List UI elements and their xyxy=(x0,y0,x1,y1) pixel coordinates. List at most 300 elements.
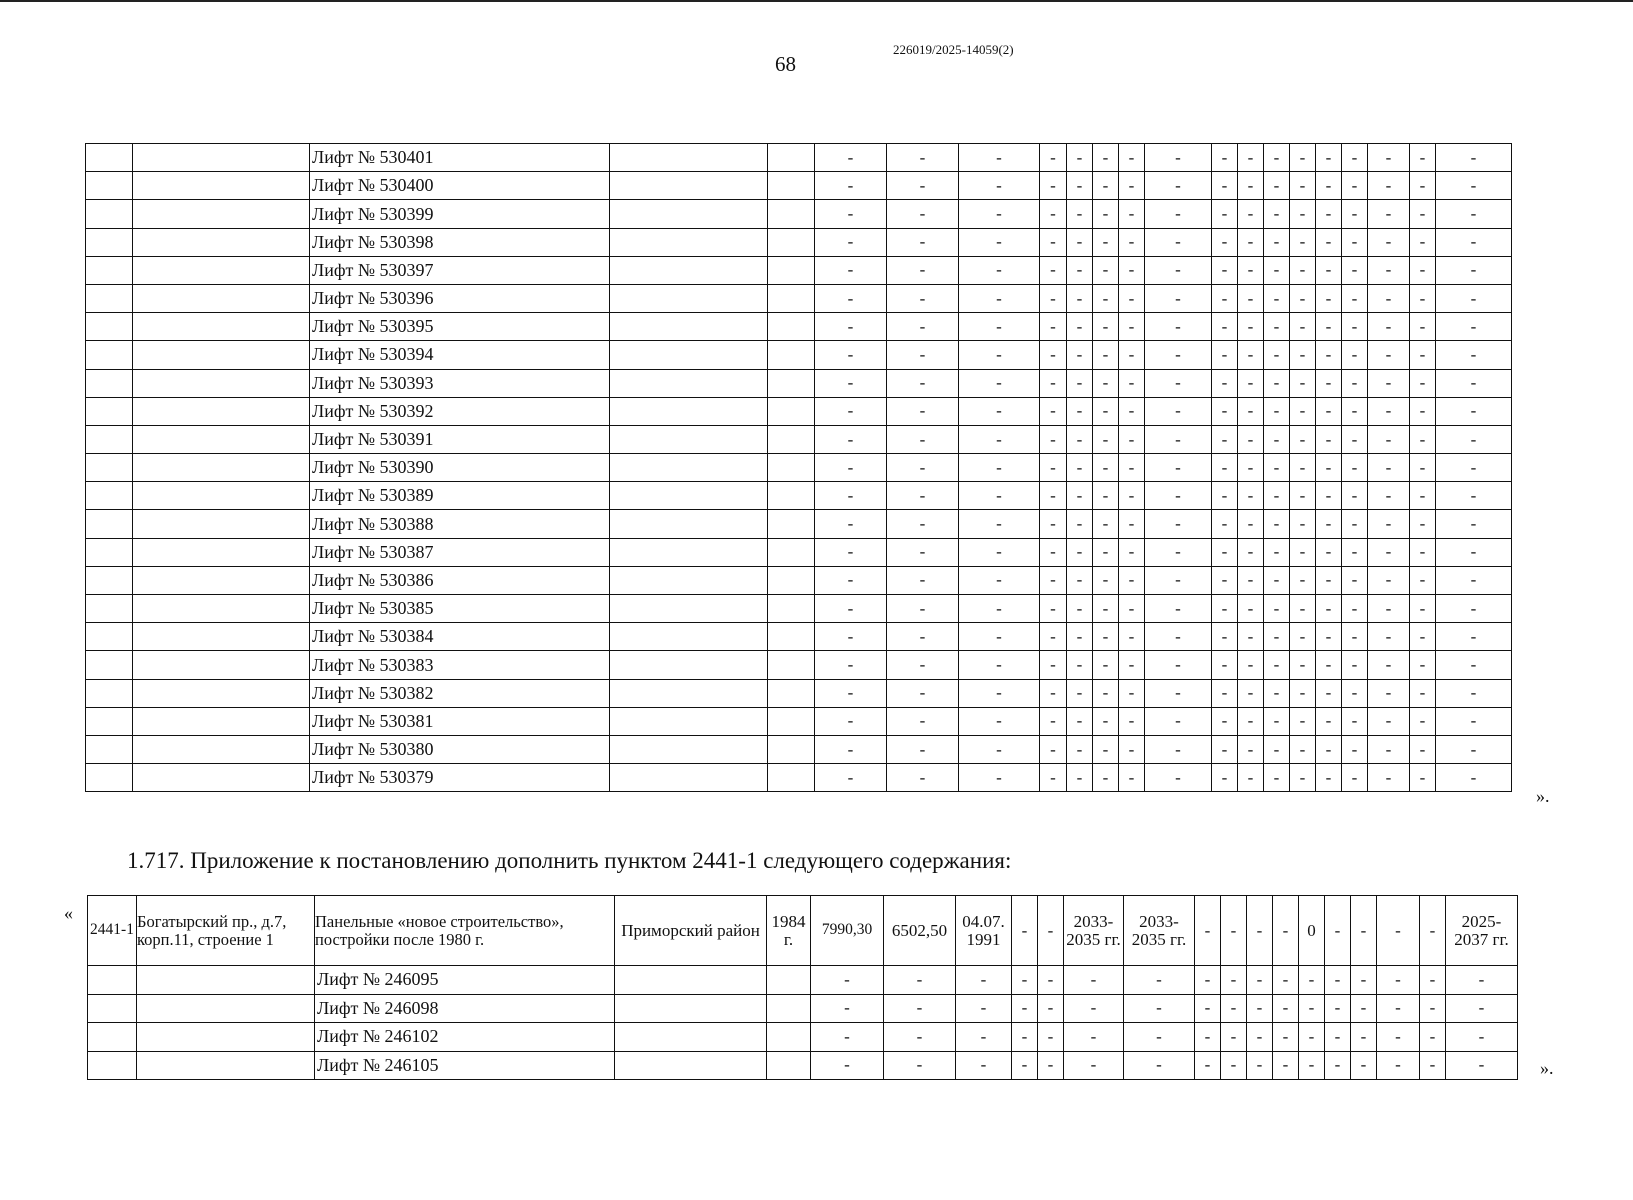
dash-cell: - xyxy=(1040,679,1067,707)
dash-cell: - xyxy=(1093,735,1119,763)
dash-cell: - xyxy=(815,595,887,623)
table-row xyxy=(86,313,1512,341)
dash-cell: - xyxy=(1212,651,1238,679)
dash-cell: - xyxy=(956,966,1012,995)
dash-cell: - xyxy=(1342,200,1368,228)
dash-cell: - xyxy=(1368,144,1410,172)
dash-cell: - xyxy=(815,735,887,763)
empty-cell xyxy=(610,482,768,510)
dash-cell: - xyxy=(1436,595,1512,623)
dash-cell: - xyxy=(1119,284,1145,312)
top-border-line xyxy=(0,0,1633,2)
dash-cell: - xyxy=(1420,966,1446,995)
empty-cell xyxy=(86,623,133,651)
district-cell: Приморский район xyxy=(615,896,767,966)
empty-cell xyxy=(610,144,768,172)
dash-cell: - xyxy=(1410,679,1436,707)
table-row xyxy=(86,397,1512,425)
dash-cell: - xyxy=(1436,482,1512,510)
value-cell: 0 xyxy=(1299,896,1325,966)
dash-cell: - xyxy=(1093,397,1119,425)
dash-cell: - xyxy=(1212,341,1238,369)
table2-main-row xyxy=(88,896,1518,966)
table-row xyxy=(86,228,1512,256)
dash-cell: - xyxy=(1351,1051,1377,1080)
dash-cell: - xyxy=(1212,566,1238,594)
dash-cell: - xyxy=(1342,510,1368,538)
dash-cell: - xyxy=(1316,566,1342,594)
dash-cell: - xyxy=(811,994,884,1023)
dash-cell: - xyxy=(1436,284,1512,312)
dash-cell: - xyxy=(1351,1023,1377,1052)
dash-cell: - xyxy=(815,341,887,369)
dash-cell: - xyxy=(815,623,887,651)
dash-cell: - xyxy=(1446,994,1518,1023)
value-cell: - xyxy=(1038,896,1064,966)
empty-cell xyxy=(86,172,133,200)
dash-cell: - xyxy=(1410,397,1436,425)
dash-cell: - xyxy=(1238,369,1264,397)
dash-cell: - xyxy=(1273,1023,1299,1052)
dash-cell: - xyxy=(1316,623,1342,651)
value-cell: - xyxy=(1247,896,1273,966)
dash-cell: - xyxy=(1316,144,1342,172)
table-row xyxy=(86,679,1512,707)
dash-cell: - xyxy=(1342,256,1368,284)
dash-cell: - xyxy=(1067,284,1093,312)
empty-cell xyxy=(767,1051,811,1080)
dash-cell: - xyxy=(1238,397,1264,425)
dash-cell: - xyxy=(1290,482,1316,510)
dash-cell: - xyxy=(1290,566,1316,594)
dash-cell: - xyxy=(887,707,959,735)
dash-cell: - xyxy=(1093,595,1119,623)
dash-cell: - xyxy=(1119,538,1145,566)
dash-cell: - xyxy=(1410,566,1436,594)
dash-cell: - xyxy=(1093,623,1119,651)
dash-cell: - xyxy=(1436,313,1512,341)
dash-cell: - xyxy=(1145,623,1212,651)
dash-cell: - xyxy=(1264,510,1290,538)
dash-cell: - xyxy=(1040,425,1067,453)
table2-closing-quote: ». xyxy=(1540,1058,1554,1078)
dash-cell: - xyxy=(1436,144,1512,172)
dash-cell: - xyxy=(1410,284,1436,312)
dash-cell: - xyxy=(1212,425,1238,453)
dash-cell: - xyxy=(1351,966,1377,995)
empty-cell xyxy=(133,369,310,397)
dash-cell: - xyxy=(1410,313,1436,341)
lift-name-cell: Лифт № 530391 xyxy=(310,425,610,453)
dash-cell: - xyxy=(1119,679,1145,707)
dash-cell: - xyxy=(1436,397,1512,425)
empty-cell xyxy=(610,764,768,792)
dash-cell: - xyxy=(1290,595,1316,623)
dash-cell: - xyxy=(1342,735,1368,763)
dash-cell: - xyxy=(1316,256,1342,284)
dash-cell: - xyxy=(1368,735,1410,763)
dash-cell: - xyxy=(959,735,1040,763)
dash-cell: - xyxy=(1247,1023,1273,1052)
dash-cell: - xyxy=(1342,623,1368,651)
dash-cell: - xyxy=(1064,966,1124,995)
dash-cell: - xyxy=(1145,764,1212,792)
dash-cell: - xyxy=(1368,679,1410,707)
dash-cell: - xyxy=(1368,341,1410,369)
empty-cell xyxy=(133,595,310,623)
table-row xyxy=(86,735,1512,763)
dash-cell: - xyxy=(1247,966,1273,995)
dash-cell: - xyxy=(1040,482,1067,510)
dash-cell: - xyxy=(1368,284,1410,312)
dash-cell: - xyxy=(959,313,1040,341)
dash-cell: - xyxy=(1264,651,1290,679)
empty-cell xyxy=(768,679,815,707)
dash-cell: - xyxy=(1238,764,1264,792)
dash-cell: - xyxy=(1238,228,1264,256)
table-row xyxy=(88,994,1518,1023)
dash-cell: - xyxy=(1436,566,1512,594)
dash-cell: - xyxy=(1238,144,1264,172)
dash-cell: - xyxy=(1093,200,1119,228)
empty-cell xyxy=(137,966,315,995)
dash-cell: - xyxy=(1212,510,1238,538)
table-row xyxy=(86,454,1512,482)
lift-table-2441-1 xyxy=(87,895,1518,1080)
dash-cell: - xyxy=(1040,397,1067,425)
dash-cell: - xyxy=(1264,482,1290,510)
dash-cell: - xyxy=(1368,172,1410,200)
dash-cell: - xyxy=(1316,735,1342,763)
dash-cell: - xyxy=(1040,764,1067,792)
dash-cell: - xyxy=(1145,172,1212,200)
dash-cell: - xyxy=(1119,595,1145,623)
dash-cell: - xyxy=(1064,1023,1124,1052)
dash-cell: - xyxy=(1212,144,1238,172)
dash-cell: - xyxy=(1093,425,1119,453)
dash-cell: - xyxy=(815,172,887,200)
dash-cell: - xyxy=(1145,651,1212,679)
dash-cell: - xyxy=(1316,341,1342,369)
dash-cell: - xyxy=(887,510,959,538)
dash-cell: - xyxy=(1410,454,1436,482)
table-row xyxy=(86,172,1512,200)
dash-cell: - xyxy=(1410,595,1436,623)
dash-cell: - xyxy=(1093,707,1119,735)
dash-cell: - xyxy=(1145,284,1212,312)
dash-cell: - xyxy=(1238,482,1264,510)
lift-name-cell: Лифт № 530399 xyxy=(310,200,610,228)
dash-cell: - xyxy=(1145,510,1212,538)
empty-cell xyxy=(137,994,315,1023)
lift-name-cell: Лифт № 530392 xyxy=(310,397,610,425)
dash-cell: - xyxy=(815,566,887,594)
dash-cell: - xyxy=(815,144,887,172)
dash-cell: - xyxy=(1040,369,1067,397)
dash-cell: - xyxy=(1067,144,1093,172)
dash-cell: - xyxy=(1342,369,1368,397)
dash-cell: - xyxy=(1145,313,1212,341)
dash-cell: - xyxy=(1040,651,1067,679)
empty-cell xyxy=(133,679,310,707)
empty-cell xyxy=(88,1023,137,1052)
dash-cell: - xyxy=(1342,228,1368,256)
dash-cell: - xyxy=(1145,735,1212,763)
dash-cell: - xyxy=(887,144,959,172)
dash-cell: - xyxy=(1264,679,1290,707)
dash-cell: - xyxy=(887,454,959,482)
dash-cell: - xyxy=(1212,679,1238,707)
dash-cell: - xyxy=(1368,454,1410,482)
dash-cell: - xyxy=(1212,735,1238,763)
empty-cell xyxy=(86,764,133,792)
lift-name-cell: Лифт № 246105 xyxy=(315,1051,615,1080)
lift-table-continuation xyxy=(85,143,1512,792)
dash-cell: - xyxy=(1342,566,1368,594)
lift-name-cell: Лифт № 530388 xyxy=(310,510,610,538)
dash-cell: - xyxy=(1264,228,1290,256)
dash-cell: - xyxy=(1238,425,1264,453)
dash-cell: - xyxy=(815,425,887,453)
dash-cell: - xyxy=(1436,454,1512,482)
dash-cell: - xyxy=(959,651,1040,679)
dash-cell: - xyxy=(1290,623,1316,651)
empty-cell xyxy=(768,538,815,566)
dash-cell: - xyxy=(1410,256,1436,284)
dash-cell: - xyxy=(956,1051,1012,1080)
empty-cell xyxy=(133,764,310,792)
dash-cell: - xyxy=(959,369,1040,397)
dash-cell: - xyxy=(1040,510,1067,538)
dash-cell: - xyxy=(1410,369,1436,397)
table-row xyxy=(86,623,1512,651)
empty-cell xyxy=(768,651,815,679)
empty-cell xyxy=(768,313,815,341)
dash-cell: - xyxy=(1238,538,1264,566)
table-row xyxy=(86,284,1512,312)
empty-cell xyxy=(610,510,768,538)
empty-cell xyxy=(86,256,133,284)
document-number: 226019/2025-14059(2) xyxy=(893,42,1014,57)
empty-cell xyxy=(86,228,133,256)
dash-cell: - xyxy=(1093,284,1119,312)
dash-cell: - xyxy=(1067,454,1093,482)
dash-cell: - xyxy=(1040,735,1067,763)
empty-cell xyxy=(610,623,768,651)
dash-cell: - xyxy=(1040,454,1067,482)
dash-cell: - xyxy=(1290,679,1316,707)
dash-cell: - xyxy=(959,172,1040,200)
dash-cell: - xyxy=(959,510,1040,538)
dash-cell: - xyxy=(1119,454,1145,482)
dash-cell: - xyxy=(887,397,959,425)
dash-cell: - xyxy=(1067,313,1093,341)
lift-name-cell: Лифт № 530385 xyxy=(310,595,610,623)
dash-cell: - xyxy=(1316,764,1342,792)
dash-cell: - xyxy=(1436,679,1512,707)
dash-cell: - xyxy=(1093,510,1119,538)
empty-cell xyxy=(88,966,137,995)
dash-cell: - xyxy=(1316,228,1342,256)
dash-cell: - xyxy=(1342,482,1368,510)
dash-cell: - xyxy=(959,341,1040,369)
empty-cell xyxy=(610,707,768,735)
dash-cell: - xyxy=(956,1023,1012,1052)
dash-cell: - xyxy=(1316,369,1342,397)
dash-cell: - xyxy=(1436,200,1512,228)
empty-cell xyxy=(86,369,133,397)
dash-cell: - xyxy=(1342,707,1368,735)
dash-cell: - xyxy=(1316,284,1342,312)
empty-cell xyxy=(137,1051,315,1080)
dash-cell: - xyxy=(1093,313,1119,341)
dash-cell: - xyxy=(1410,707,1436,735)
dash-cell: - xyxy=(1040,341,1067,369)
dash-cell: - xyxy=(1264,369,1290,397)
dash-cell: - xyxy=(1351,994,1377,1023)
period-cell: 2033-2035 гг. xyxy=(1124,896,1195,966)
empty-cell xyxy=(133,313,310,341)
table-row xyxy=(86,566,1512,594)
dash-cell: - xyxy=(1410,764,1436,792)
empty-cell xyxy=(768,256,815,284)
dash-cell: - xyxy=(1290,341,1316,369)
empty-cell xyxy=(86,341,133,369)
empty-cell xyxy=(133,256,310,284)
dash-cell: - xyxy=(959,538,1040,566)
dash-cell: - xyxy=(1377,1023,1420,1052)
dash-cell: - xyxy=(959,425,1040,453)
dash-cell: - xyxy=(1290,144,1316,172)
dash-cell: - xyxy=(1342,651,1368,679)
dash-cell: - xyxy=(1040,284,1067,312)
dash-cell: - xyxy=(1238,341,1264,369)
period-cell: 2025-2037 гг. xyxy=(1446,896,1518,966)
dash-cell: - xyxy=(1436,341,1512,369)
dash-cell: - xyxy=(1212,482,1238,510)
dash-cell: - xyxy=(1368,566,1410,594)
dash-cell: - xyxy=(1119,735,1145,763)
dash-cell: - xyxy=(1290,735,1316,763)
empty-cell xyxy=(133,425,310,453)
dash-cell: - xyxy=(884,994,956,1023)
dash-cell: - xyxy=(1316,538,1342,566)
empty-cell xyxy=(615,994,767,1023)
empty-cell xyxy=(88,1051,137,1080)
lift-name-cell: Лифт № 246098 xyxy=(315,994,615,1023)
empty-cell xyxy=(615,1051,767,1080)
dash-cell: - xyxy=(1067,679,1093,707)
dash-cell: - xyxy=(959,284,1040,312)
dash-cell: - xyxy=(959,200,1040,228)
dash-cell: - xyxy=(959,256,1040,284)
dash-cell: - xyxy=(1145,341,1212,369)
dash-cell: - xyxy=(1093,144,1119,172)
dash-cell: - xyxy=(1119,707,1145,735)
dash-cell: - xyxy=(1119,228,1145,256)
empty-cell xyxy=(615,1023,767,1052)
dash-cell: - xyxy=(811,1051,884,1080)
dash-cell: - xyxy=(1368,256,1410,284)
dash-cell: - xyxy=(887,425,959,453)
dash-cell: - xyxy=(1212,595,1238,623)
dash-cell: - xyxy=(884,966,956,995)
dash-cell: - xyxy=(815,397,887,425)
date-cell: 04.07. 1991 xyxy=(956,896,1012,966)
empty-cell xyxy=(133,172,310,200)
area-living-cell: 6502,50 xyxy=(884,896,956,966)
dash-cell: - xyxy=(1436,425,1512,453)
empty-cell xyxy=(768,510,815,538)
dash-cell: - xyxy=(1316,200,1342,228)
dash-cell: - xyxy=(1040,200,1067,228)
dash-cell: - xyxy=(1264,764,1290,792)
dash-cell: - xyxy=(1212,228,1238,256)
dash-cell: - xyxy=(1145,595,1212,623)
dash-cell: - xyxy=(887,538,959,566)
dash-cell: - xyxy=(1342,595,1368,623)
table-row xyxy=(88,966,1518,995)
dash-cell: - xyxy=(1316,679,1342,707)
dash-cell: - xyxy=(815,764,887,792)
dash-cell: - xyxy=(1436,764,1512,792)
dash-cell: - xyxy=(1012,994,1038,1023)
dash-cell: - xyxy=(1119,172,1145,200)
dash-cell: - xyxy=(1040,256,1067,284)
dash-cell: - xyxy=(1238,454,1264,482)
dash-cell: - xyxy=(1067,482,1093,510)
dash-cell: - xyxy=(1316,172,1342,200)
dash-cell: - xyxy=(1145,482,1212,510)
empty-cell xyxy=(768,707,815,735)
dash-cell: - xyxy=(1420,1023,1446,1052)
dash-cell: - xyxy=(1342,284,1368,312)
dash-cell: - xyxy=(1316,595,1342,623)
dash-cell: - xyxy=(1264,454,1290,482)
dash-cell: - xyxy=(1377,966,1420,995)
dash-cell: - xyxy=(815,482,887,510)
table-row xyxy=(86,341,1512,369)
dash-cell: - xyxy=(815,200,887,228)
empty-cell xyxy=(86,707,133,735)
dash-cell: - xyxy=(884,1051,956,1080)
empty-cell xyxy=(768,284,815,312)
dash-cell: - xyxy=(1264,735,1290,763)
empty-cell xyxy=(610,256,768,284)
table-row xyxy=(88,1051,1518,1080)
dash-cell: - xyxy=(1124,994,1195,1023)
dash-cell: - xyxy=(1067,510,1093,538)
empty-cell xyxy=(768,623,815,651)
empty-cell xyxy=(610,369,768,397)
dash-cell: - xyxy=(1290,425,1316,453)
empty-cell xyxy=(133,454,310,482)
dash-cell: - xyxy=(1067,228,1093,256)
empty-cell xyxy=(610,651,768,679)
dash-cell: - xyxy=(959,566,1040,594)
dash-cell: - xyxy=(1124,966,1195,995)
dash-cell: - xyxy=(1368,369,1410,397)
dash-cell: - xyxy=(1446,966,1518,995)
empty-cell xyxy=(610,228,768,256)
dash-cell: - xyxy=(1212,454,1238,482)
dash-cell: - xyxy=(959,228,1040,256)
dash-cell: - xyxy=(1264,425,1290,453)
dash-cell: - xyxy=(1247,994,1273,1023)
dash-cell: - xyxy=(959,623,1040,651)
lift-name-cell: Лифт № 530384 xyxy=(310,623,610,651)
dash-cell: - xyxy=(887,566,959,594)
